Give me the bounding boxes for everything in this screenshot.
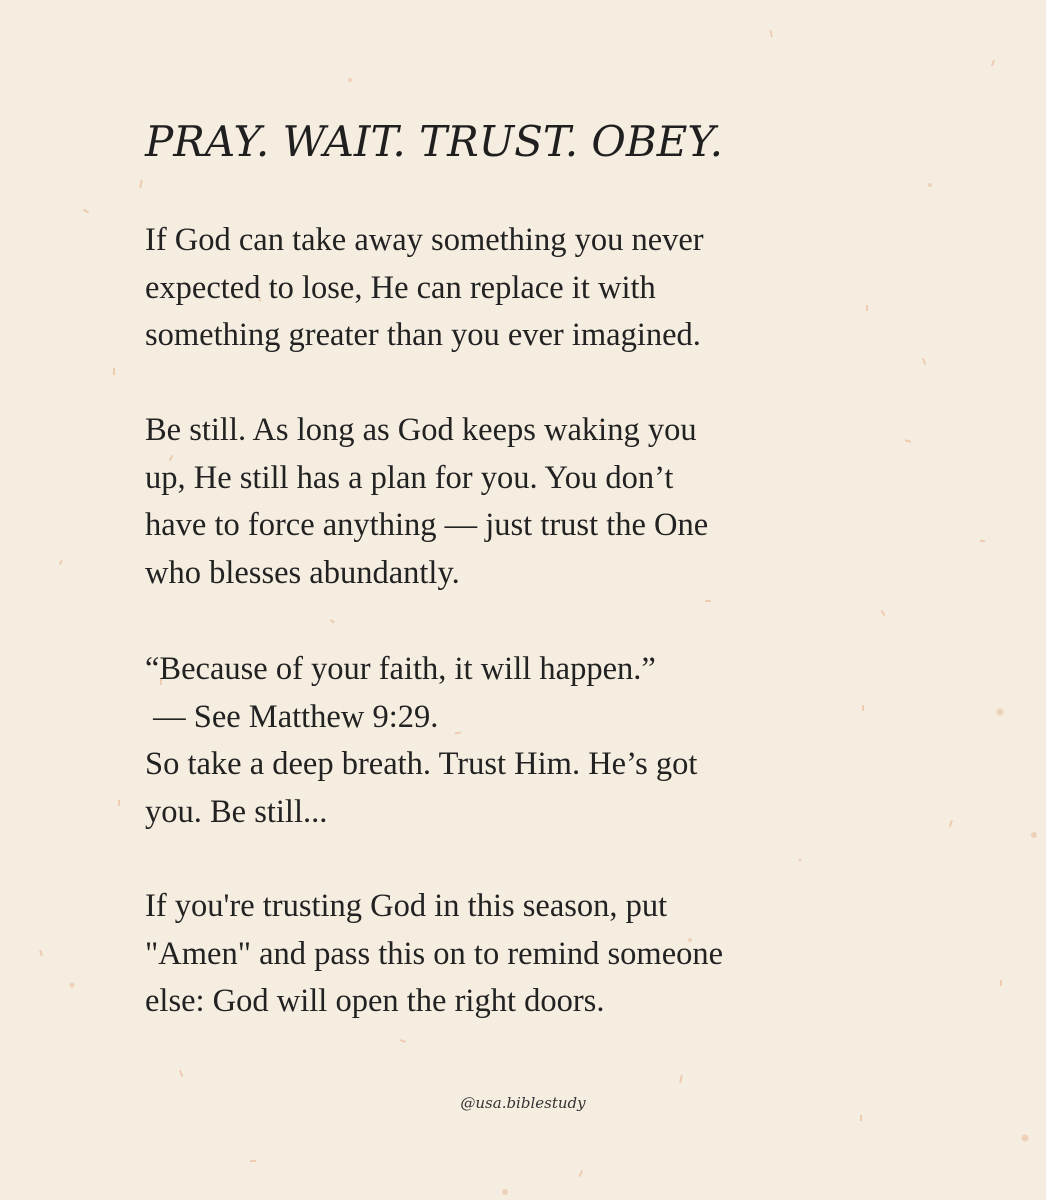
quote-line: “Because of your faith, it will happen.” <box>145 651 656 687</box>
text-line: "Amen" and pass this on to remind someone <box>145 935 724 972</box>
signature-handle: @usa.biblestudy <box>460 1094 586 1112</box>
text-line: If you're trusting God in this season, put <box>145 888 668 924</box>
paragraph-call-to-action <box>145 883 865 1026</box>
text-line: So take a deep breath. Trust Him. He’s got <box>145 746 698 782</box>
text-line: else: God will open the right doors. <box>145 983 605 1019</box>
paragraph-be-still <box>145 407 865 597</box>
text-line: something greater than you ever imagined. <box>145 317 701 353</box>
citation-line: — See Matthew 9:29. <box>145 698 439 735</box>
text-line: up, He still has a plan for you. You don’t <box>145 459 674 496</box>
text-line: Be still. As long as God keeps waking you <box>145 412 697 448</box>
text-line: expected to lose, He can replace it with <box>145 269 656 306</box>
text-line: who blesses abundantly. <box>145 554 460 591</box>
text-line: have to force anything — just trust the One <box>145 507 709 543</box>
page-title: PRAY. WAIT. TRUST. OBEY. <box>145 117 724 166</box>
paragraph-replacement <box>145 217 865 360</box>
text-line: you. Be still... <box>145 793 328 830</box>
text-line: If God can take away something you never <box>145 222 704 258</box>
paragraph-scripture-quote <box>145 646 865 836</box>
